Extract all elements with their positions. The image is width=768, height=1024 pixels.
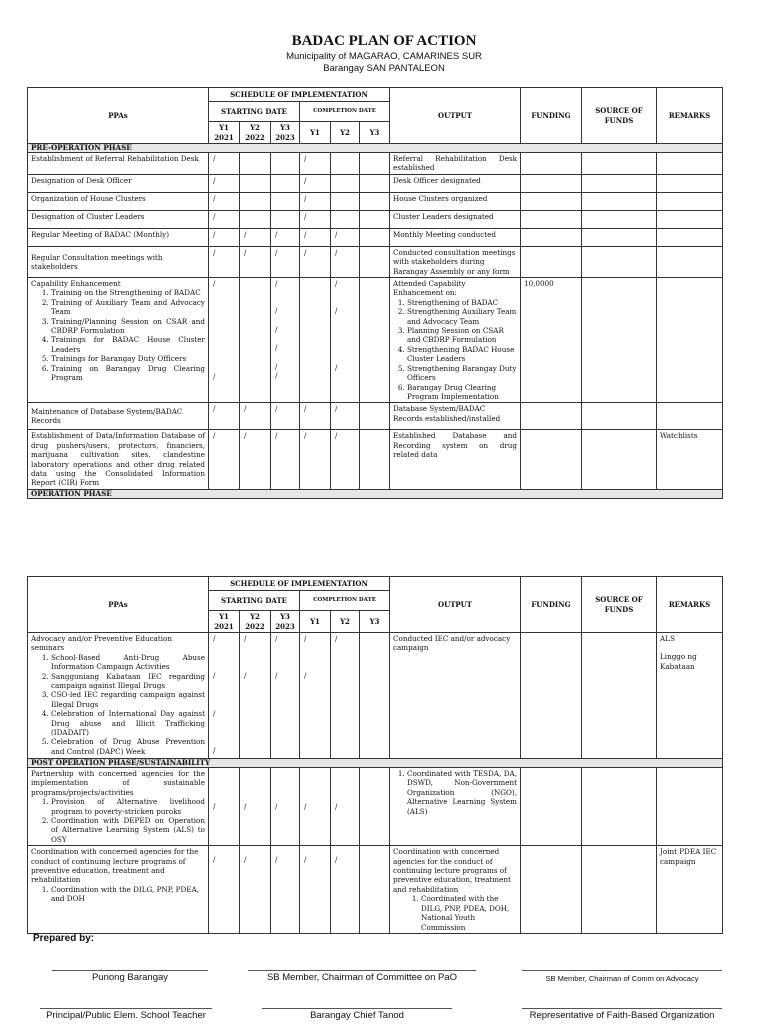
header-ppas: PPAs	[28, 88, 209, 144]
header-completion-y3: Y3	[360, 122, 390, 144]
check-mark: /	[213, 279, 216, 289]
list-item: 6. Training on Barangay Drug Clearing Program	[51, 364, 205, 383]
check-mark: /	[304, 634, 307, 643]
header-schedule: SCHEDULE OF IMPLEMENTATION	[209, 88, 390, 102]
header-completion-date: COMPLETION DATE	[300, 591, 390, 611]
header-completion-y1: Y1	[300, 611, 331, 633]
list-item: 3. Training/Planning Session on CSAR and CBDRP Formulation	[51, 317, 205, 336]
signature-line	[262, 1008, 452, 1009]
check-mark: /	[275, 279, 278, 289]
list-item: 2. Training of Auxiliary Team and Advocacy Team	[51, 298, 205, 317]
check-mark: /	[300, 192, 331, 210]
table-row	[28, 430, 723, 489]
check-mark: /	[244, 634, 247, 643]
list-item: 2. Strengthening Auxiliary Team and Advocacy Team	[407, 307, 517, 326]
check-mark: /	[331, 403, 360, 430]
output-cell: Monthly Meeting conducted	[390, 228, 521, 246]
check-mark: /	[209, 192, 240, 210]
municipality-line: Municipality of MAGARAO, CAMARINES SUR	[286, 51, 482, 62]
check-mark: /	[271, 846, 300, 934]
header-y3-year: 2023	[275, 132, 295, 142]
check-mark: /	[213, 746, 216, 756]
header-y1: Y1	[219, 123, 229, 133]
check-mark: /	[275, 671, 278, 681]
check-mark: /	[209, 246, 240, 277]
list-item: 5. Celebration of Drug Abuse Prevention and Control (DAPC) Week	[51, 737, 205, 756]
check-mark: /	[240, 403, 271, 430]
header-source-of-funds: SOURCE OF FUNDS	[582, 88, 657, 144]
header-output: OUTPUT	[390, 88, 521, 144]
header-y2-year: 2022	[245, 132, 265, 142]
output-cell: Attended Capability Enhancement on:	[393, 279, 466, 298]
list-item: 1. Coordinated with TESDA, DA, DSWD, Non-Government Organization (NGO), Alternative Learning System (ALS)	[407, 769, 517, 816]
remarks-cell: Linggo ng Kabataan	[660, 652, 697, 671]
check-mark: /	[240, 768, 271, 846]
header-y1-year: 2021	[214, 621, 234, 631]
header-source-of-funds: SOURCE OF FUNDS	[582, 577, 657, 633]
check-mark: /	[244, 671, 247, 681]
funding-cell: 10,0000	[521, 278, 582, 403]
header-ppas: PPAs	[28, 577, 209, 633]
table-row	[28, 846, 723, 934]
check-mark: /	[335, 306, 338, 316]
list-item: 4. Strengthening BADAC House Cluster Leaders	[407, 345, 517, 364]
check-mark: /	[209, 228, 240, 246]
output-cell: House Clusters organized	[390, 192, 521, 210]
ppa-cell: Regular Consultation meetings with stakeholders	[28, 246, 209, 277]
output-cell: Cluster Leaders designated	[390, 210, 521, 228]
header-y3: Y3	[280, 123, 290, 133]
table-row	[28, 768, 723, 846]
check-mark: /	[271, 246, 300, 277]
table-row	[28, 153, 723, 175]
signatory-chief-tanod: Barangay Chief Tanod	[310, 1010, 404, 1021]
header-starting-date: STARTING DATE	[209, 591, 300, 611]
signatory-punong-barangay: Punong Barangay	[91, 972, 169, 983]
output-cell: Referral Rehabilitation Desk established	[390, 153, 521, 175]
output-cell: Conducted consultation meetings with stakeholders during Barangay Assembly or any form	[390, 246, 521, 277]
check-mark: /	[271, 403, 300, 430]
check-mark: /	[271, 228, 300, 246]
header-completion-date: COMPLETION DATE	[300, 102, 390, 122]
list-item: 1. School-Based Anti-Drug Abuse Information Campaign Activities	[51, 653, 205, 672]
check-mark: /	[300, 430, 331, 489]
check-mark: /	[331, 228, 360, 246]
check-mark: /	[271, 768, 300, 846]
check-mark: /	[335, 279, 338, 289]
check-mark: /	[300, 246, 331, 277]
list-item: 3. CSO-led IEC regarding campaign against Illegal Drugs	[51, 690, 205, 709]
phase-post-operation: POST OPERATION PHASE/SUSTAINABILITY	[28, 759, 723, 768]
list-item: 4. Celebration of International Day against Drug abuse and Illicit Trafficking (IDADAIT)	[51, 709, 205, 737]
list-item: 5. Strengthening Barangay Duty Officers	[407, 364, 517, 383]
header-funding: FUNDING	[521, 577, 582, 633]
ppa-cell: Capability Enhancement	[31, 279, 121, 289]
phase-operation: OPERATION PHASE	[28, 489, 723, 498]
check-mark: /	[209, 210, 240, 228]
barangay-line: Barangay SAN PANTALEON	[323, 63, 445, 74]
check-mark: /	[331, 768, 360, 846]
ppa-cell: Establishment of Referral Rehabilitation Desk	[28, 153, 209, 175]
header-schedule: SCHEDULE OF IMPLEMENTATION	[209, 577, 390, 591]
check-mark: /	[300, 768, 331, 846]
header-y3: Y3	[280, 612, 290, 622]
check-mark: /	[213, 372, 216, 382]
check-mark: /	[209, 174, 240, 192]
signature-line	[248, 970, 476, 971]
table-row	[28, 633, 723, 759]
list-item: 2. Coordination with DEPED on Operation of Alternative Learning System (ALS) to OSY	[51, 816, 205, 844]
output-cell: Database System/BADAC Records established/installed	[390, 403, 521, 430]
check-mark: /	[300, 210, 331, 228]
check-mark: /	[275, 324, 278, 334]
signature-line	[52, 970, 208, 971]
header-y3-year: 2023	[275, 621, 295, 631]
list-item: 1. Coordination with the DILG, PNP, PDEA, and DOH	[51, 885, 205, 904]
ppa-cell: Maintenance of Database System/BADAC Records	[28, 403, 209, 430]
table-row	[28, 210, 723, 228]
list-item: 1. Training on the Strengthening of BADAC	[51, 288, 205, 297]
list-item: 5. Trainings for Barangay Duty Officers	[51, 354, 205, 363]
check-mark: /	[300, 153, 331, 175]
check-mark: /	[335, 362, 338, 372]
signature-line	[522, 1008, 722, 1009]
signatory-principal: Principal/Public Elem. School Teacher	[46, 1010, 206, 1021]
list-item: 6. Barangay Drug Clearing Program Implementation	[407, 383, 517, 402]
table-row	[28, 246, 723, 277]
remarks-cell: Watchlists	[657, 430, 723, 489]
remarks-cell: Joint PDEA IEC campaign	[657, 846, 723, 934]
plan-table-operation	[27, 576, 723, 934]
header-completion-y1: Y1	[300, 122, 331, 144]
output-cell: Conducted IEC and/or advocacy campaign	[390, 633, 521, 759]
list-item: 1. Strengthening of BADAC	[407, 298, 517, 307]
output-cell: Desk Officer designated	[390, 174, 521, 192]
signatory-sb-member-advocacy: SB Member, Chairman of Comm on Advocacy	[545, 974, 699, 983]
signatory-faith-based-rep: Representative of Faith-Based Organization	[529, 1010, 715, 1021]
ppa-cell: Organization of House Clusters	[28, 192, 209, 210]
table-row	[28, 278, 723, 403]
check-mark: /	[209, 768, 240, 846]
check-mark: /	[275, 371, 278, 381]
header-completion-y2: Y2	[331, 611, 360, 633]
remarks-cell: ALS	[660, 634, 675, 643]
check-mark: /	[209, 846, 240, 934]
check-mark: /	[240, 228, 271, 246]
check-mark: /	[271, 430, 300, 489]
signatory-sb-member-pao: SB Member, Chairman of Committee on PaO	[266, 972, 458, 983]
list-item: 2. Sangguniang Kabataan IEC regarding campaign against Illegal Drugs	[51, 672, 205, 691]
header-y2: Y2	[250, 123, 260, 133]
check-mark: /	[275, 634, 278, 643]
check-mark: /	[300, 174, 331, 192]
signature-line	[522, 970, 722, 971]
check-mark: /	[213, 671, 216, 681]
table-row	[28, 403, 723, 430]
list-item: 4. Trainings for BADAC House Cluster Leaders	[51, 335, 205, 354]
ppa-cell: Partnership with concerned agencies for the implementation of sustainable programs/projects/activities	[31, 769, 205, 797]
page-title: BADAC PLAN OF ACTION	[291, 33, 477, 49]
header-completion-y3: Y3	[360, 611, 390, 633]
header-y1: Y1	[219, 612, 229, 622]
output-cell: Established Database and Recording system on drug related data	[390, 430, 521, 489]
table-row	[28, 228, 723, 246]
header-starting-date: STARTING DATE	[209, 102, 300, 122]
check-mark: /	[213, 708, 216, 718]
check-mark: /	[331, 846, 360, 934]
ppa-cell: Coordination with concerned agencies for the conduct of continuing lecture programs of preventive education, treatment and rehabilitation	[31, 847, 199, 885]
ppa-cell: Establishment of Data/Information Database of drug pushers/users, protectors, financiers, marijuana cultivation sites, clandestine laboratory operations and other drug related data using the Consolidated Information Report (CIR) Form	[28, 430, 209, 489]
ppa-cell: Advocacy and/or Preventive Education seminars	[31, 634, 173, 653]
header-remarks: REMARKS	[657, 88, 723, 144]
header-completion-y2: Y2	[331, 122, 360, 144]
header-output: OUTPUT	[390, 577, 521, 633]
check-mark: /	[275, 361, 278, 371]
list-item: 1. Provision of Alternative livelihood program to poverty-stricken puroks	[51, 797, 205, 816]
check-mark: /	[240, 430, 271, 489]
check-mark: /	[300, 403, 331, 430]
check-mark: /	[240, 846, 271, 934]
check-mark: /	[304, 671, 307, 681]
check-mark: /	[240, 246, 271, 277]
check-mark: /	[300, 846, 331, 934]
header-y2: Y2	[250, 612, 260, 622]
list-item: 3. Planning Session on CSAR and CBDRP Formulation	[407, 326, 517, 345]
check-mark: /	[331, 246, 360, 277]
check-mark: /	[275, 343, 278, 353]
list-item: 1. Coordinated with the DILG, PNP, PDEA, DOH, National Youth Commission	[421, 894, 517, 932]
header-y2-year: 2022	[245, 621, 265, 631]
check-mark: /	[213, 634, 216, 643]
ppa-cell: Designation of Desk Officer	[28, 174, 209, 192]
check-mark: /	[335, 634, 338, 643]
check-mark: /	[331, 430, 360, 489]
table-row	[28, 192, 723, 210]
plan-table-pre-operation	[27, 87, 723, 499]
header-y1-year: 2021	[214, 132, 234, 142]
prepared-by-label: Prepared by:	[33, 933, 95, 944]
check-mark: /	[209, 430, 240, 489]
ppa-cell: Regular Meeting of BADAC (Monthly)	[28, 228, 209, 246]
header-funding: FUNDING	[521, 88, 582, 144]
phase-pre-operation: PRE-OPERATION PHASE	[28, 144, 723, 153]
header-remarks: REMARKS	[657, 577, 723, 633]
output-cell: Coordination with concerned agencies for the conduct of continuing lecture programs of preventive education, treatment and rehabilitation	[393, 847, 511, 894]
table-row	[28, 174, 723, 192]
check-mark: /	[209, 153, 240, 175]
signature-line	[40, 1008, 212, 1009]
check-mark: /	[300, 228, 331, 246]
check-mark: /	[275, 306, 278, 316]
check-mark: /	[209, 403, 240, 430]
ppa-cell: Designation of Cluster Leaders	[28, 210, 209, 228]
